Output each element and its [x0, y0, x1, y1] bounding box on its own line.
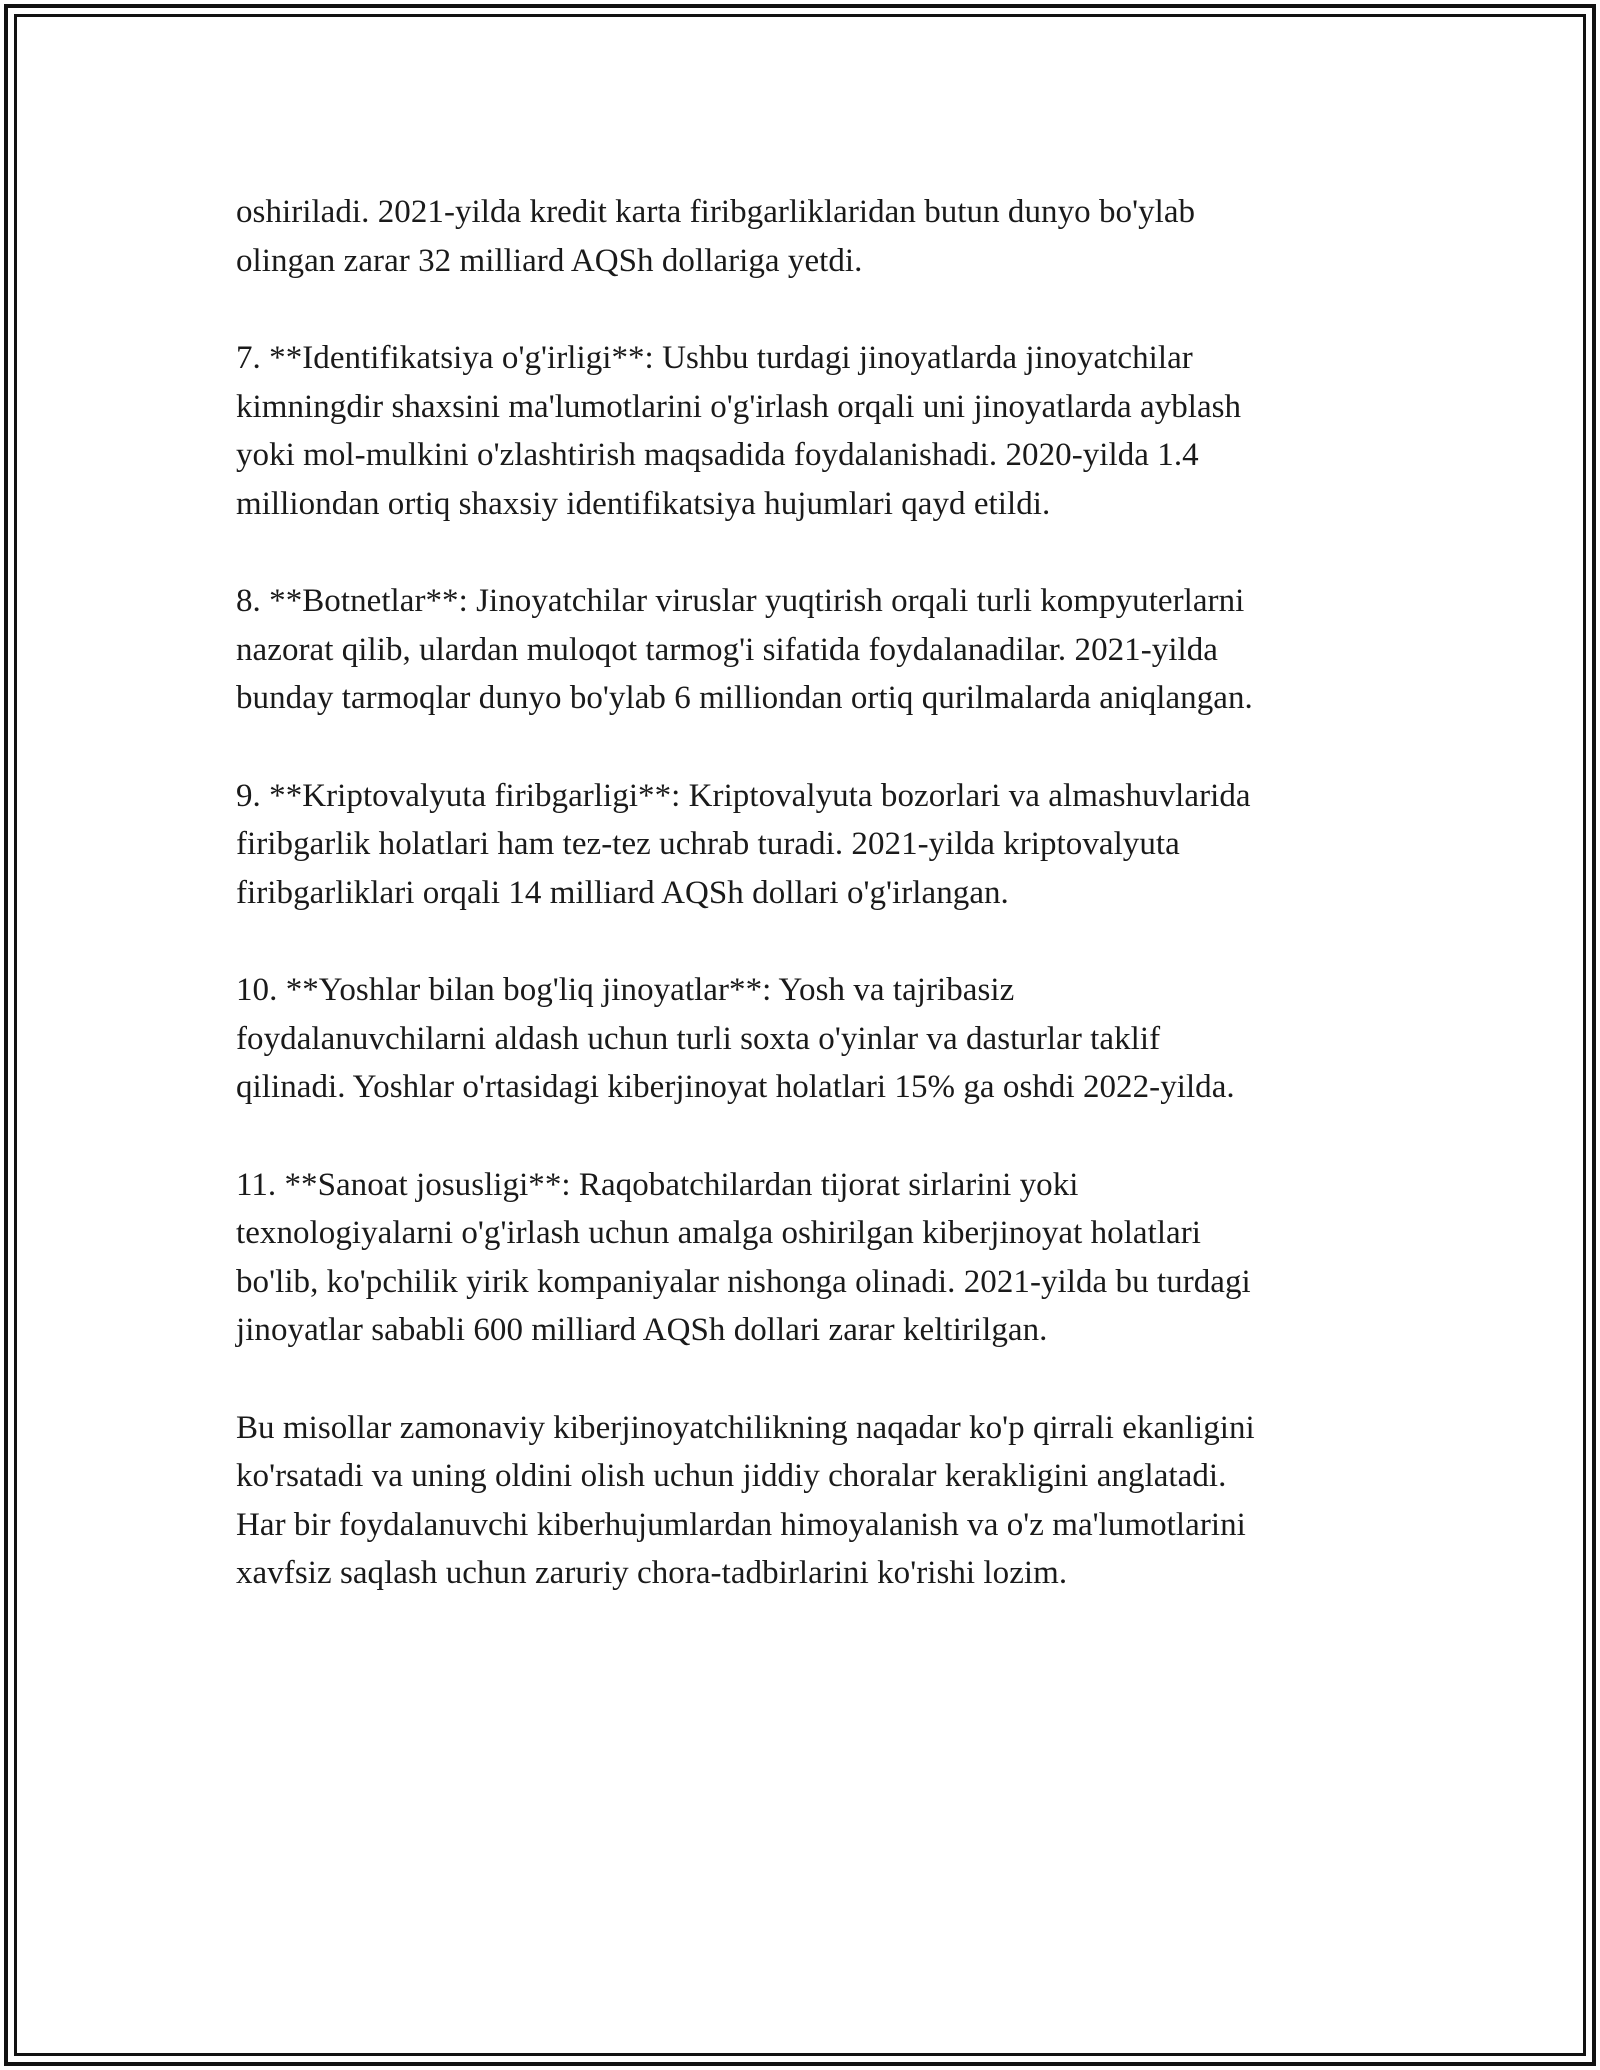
paragraph-conclusion: [236, 1404, 1416, 1598]
text-line: olingan zarar 32 milliard AQSh dollariga yetdi.: [236, 242, 863, 279]
text-line: nazorat qilib, ulardan muloqot tarmog'i sifatida foydalanadilar. 2021-yilda: [236, 631, 1219, 668]
text-line: 10. **Yoshlar bilan bog'liq jinoyatlar**: Yosh va tajribasiz: [236, 972, 1015, 1008]
text-line: oshiriladi. 2021-yilda kredit karta firibgarliklaridan butun dunyo bo'ylab: [236, 194, 1196, 230]
paragraph-item-10: [236, 966, 1416, 1112]
text-line: bo'lib, ko'pchilik yirik kompaniyalar nishonga olinadi. 2021-yilda bu turdagi: [236, 1263, 1251, 1300]
text-line: milliondan ortiq shaxsiy identifikatsiya hujumlari qayd etildi.: [236, 485, 1051, 522]
text-line: bunday tarmoqlar dunyo bo'ylab 6 milliondan ortiq qurilmalarda aniqlangan.: [236, 680, 1253, 716]
text-line: kimningdir shaxsini ma'lumotlarini o'g'irlash orqali uni jinoyatlarda ayblash: [236, 388, 1242, 425]
paragraph-item-9: [236, 772, 1416, 918]
text-line: yoki mol-mulkini o'zlashtirish maqsadida foydalanishadi. 2020-yilda 1.4: [236, 437, 1199, 473]
paragraph-item-8: [236, 577, 1416, 723]
text-line: 7. **Identifikatsiya o'g'irligi**: Ushbu turdagi jinoyatlarda jinoyatchilar: [236, 340, 1193, 376]
text-line: jinoyatlar sababli 600 milliard AQSh dollari zarar keltirilgan.: [236, 1312, 1048, 1348]
text-line: texnologiyalarni o'g'irlash uchun amalga oshirilgan kiberjinoyat holatlari: [236, 1215, 1202, 1251]
text-line: 9. **Kriptovalyuta firibgarligi**: Kriptovalyuta bozorlari va almashuvlarida: [236, 777, 1251, 814]
text-line: Har bir foydalanuvchi kiberhujumlardan himoyalanish va o'z ma'lumotlarini: [236, 1506, 1246, 1543]
text-line: 11. **Sanoat josusligi**: Raqobatchilardan tijorat sirlarini yoki: [236, 1166, 1079, 1203]
document-body: [236, 188, 1416, 1647]
paragraph-item-7: [236, 334, 1416, 528]
paragraph-item-11: [236, 1161, 1416, 1355]
text-line: firibgarlik holatlari ham tez-tez uchrab turadi. 2021-yilda kriptovalyuta: [236, 826, 1180, 862]
text-line: 8. **Botnetlar**: Jinoyatchilar viruslar yuqtirish orqali turli kompyuterlarni: [236, 583, 1245, 619]
text-line: ko'rsatadi va uning oldini olish uchun jiddiy choralar kerakligini anglatadi.: [236, 1458, 1227, 1494]
text-line: qilinadi. Yoshlar o'rtasidagi kiberjinoyat holatlari 15% ga oshdi 2022-yilda.: [236, 1069, 1235, 1105]
paragraph-intro-continuation: [236, 188, 1416, 285]
text-line: foydalanuvchilarni aldash uchun turli soxta o'yinlar va dasturlar taklif: [236, 1020, 1161, 1057]
text-line: xavfsiz saqlash uchun zaruriy chora-tadbirlarini ko'rishi lozim.: [236, 1555, 1068, 1591]
text-line: Bu misollar zamonaviy kiberjinoyatchilikning naqadar ko'p qirrali ekanligini: [236, 1409, 1255, 1446]
text-line: firibgarliklari orqali 14 milliard AQSh dollari o'g'irlangan.: [236, 874, 1009, 911]
